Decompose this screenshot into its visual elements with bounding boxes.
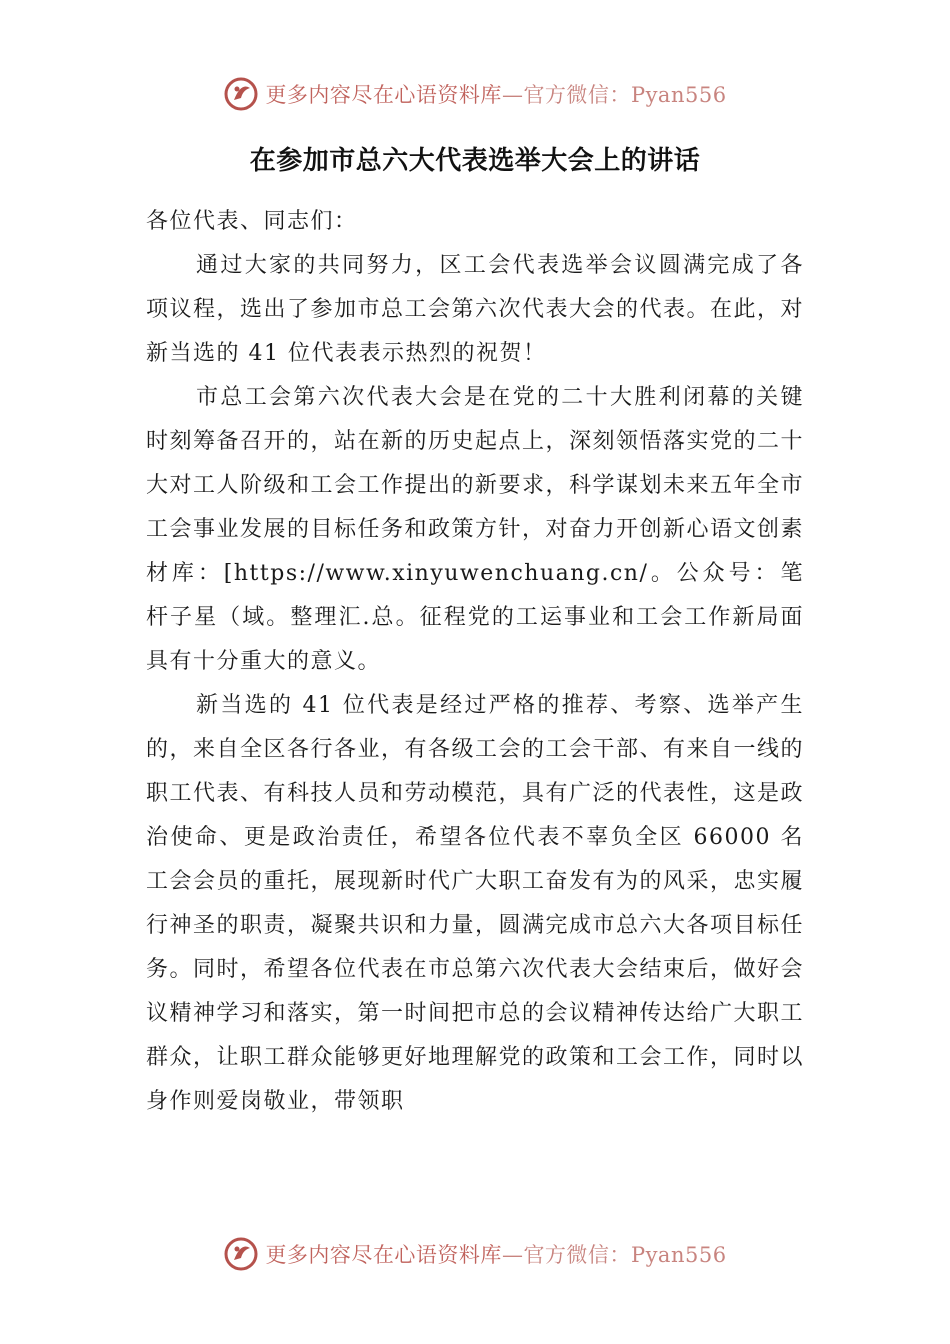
- brand-logo-icon: [223, 76, 259, 112]
- brand-logo-icon: [223, 1236, 259, 1272]
- salutation: 各位代表、同志们：: [146, 209, 358, 234]
- banner-dash: —: [501, 83, 524, 107]
- paragraph-2: 市总工会第六次代表大会是在党的二十大胜利闭幕的关键时刻筹备召开的，站在新的历史起点上，深刻领悟落实党的二十大对工人阶级和工会工作提出的新要求，科学谋划未来五年全市工会事业发展的目标任务和政策方针，对奋力开创新心语文创素材库：[https://www.xinyuwenchuang.cn/。公众号：笔杆子星（域。整理汇.总。征程党的工运事业和工会工作新局面具有十分重大的意义。: [146, 385, 805, 674]
- document-title: 在参加市总六大代表选举大会上的讲话: [249, 146, 701, 176]
- banner-wechat-id: Pyan556: [630, 83, 727, 107]
- banner-dash: —: [501, 1243, 524, 1267]
- banner-brand-text: 更多内容尽在心语资料库: [265, 1243, 502, 1267]
- banner-text: [265, 1239, 726, 1269]
- banner-wechat-label: 官方微信：: [523, 83, 631, 107]
- paragraph-1: 通过大家的共同努力，区工会代表选举会议圆满完成了各项议程，选出了参加市总工会第六次代表大会的代表。在此，对新当选的 41 位代表表示热烈的祝贺！: [146, 253, 805, 366]
- footer-banner: [0, 1232, 950, 1276]
- banner-brand-text: 更多内容尽在心语资料库: [265, 83, 502, 107]
- banner-wechat-label: 官方微信：: [523, 1243, 631, 1267]
- header-banner: [0, 72, 950, 116]
- document-body: [146, 200, 804, 1124]
- paragraph-3: 新当选的 41 位代表是经过严格的推荐、考察、选举产生的，来自全区各行各业，有各级工会的工会干部、有来自一线的职工代表、有科技人员和劳动模范，具有广泛的代表性，这是政治使命、更是政治责任，希望各位代表不辜负全区 66000 名工会会员的重托，展现新时代广大职工奋发有为的风采，忠实履行神圣的职责，凝聚共识和力量，圆满完成市总六大各项目标任务。同时，希望各位代表在市总第六次代表大会结束后，做好会议精神学习和落实，第一时间把市总的会议精神传达给广大职工群众，让职工群众能够更好地理解党的政策和工会工作，同时以身作则爱岗敬业，带领职: [146, 693, 805, 1114]
- banner-wechat-id: Pyan556: [630, 1243, 727, 1267]
- banner-text: [265, 79, 726, 109]
